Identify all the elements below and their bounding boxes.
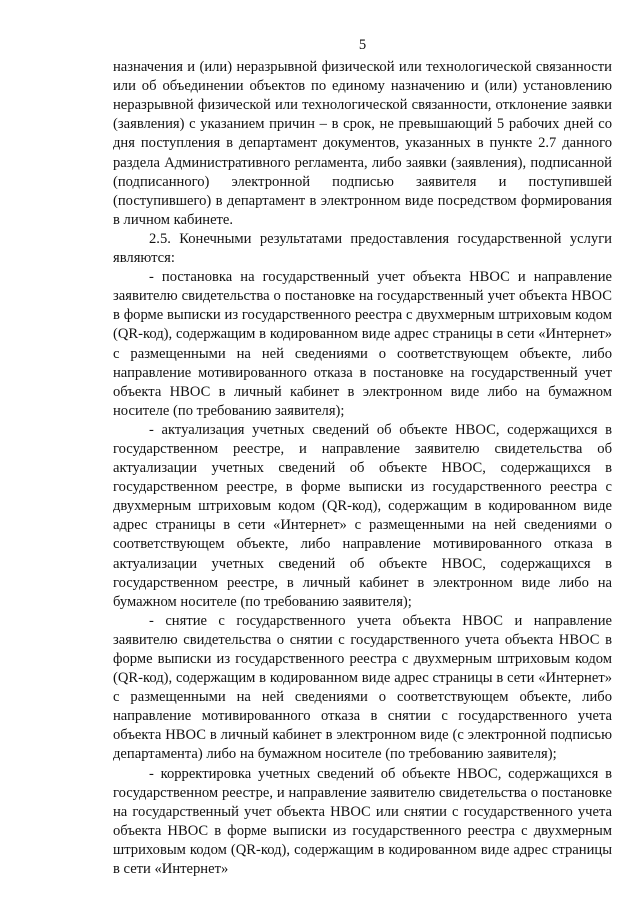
list-item-correction: - корректировка учетных сведений об объекте НВОС, содержащихся в государственном реестре, и направление заявителю свидетельства о постановке на государственный учет объекта НВОС или снятии с государственного учета объекта НВОС в форме выписки из государственного реестра с двухмерным штриховым кодом (QR-код), содержащим в кодированном виде адрес страницы в сети «Интернет» xyxy=(113,765,612,878)
paragraph-continuation: назначения и (или) неразрывной физической или технологической связанности или об объединении объектов по единому назначению и (или) установлению неразрывной физической или технологической связанности, отклонение заявки (заявления) с указанием причин – в срок, не превышающий 5 рабочих дней со дня поступления в департамент документов, указанных в пункте 2.7 данного раздела Административного регламента, либо заявки (заявления), подписанной (подписанного) электронной подписью заявителя и поступившей (поступившего) в департамент в электронном виде посредством формирования в личном кабинете. xyxy=(113,59,612,228)
list-item-actualization: - актуализация учетных сведений об объекте НВОС, содержащихся в государственном реестре, и направление заявителю свидетельства об актуализации учетных сведений об объекте НВОС, содержащихся в государственном реестре, в форме выписки из государственного реестра с двухмерным штриховым кодом (QR-код), содержащим в кодированном виде адрес страницы в сети «Интернет» с размещенными на ней сведениями о соответствующем объекте, либо направление мотивированного отказа в актуализации учетных сведений об объекте НВОС, содержащихся в государственном реестре, в личный кабинет в электронном виде либо на бумажном носителе (по требованию заявителя); xyxy=(113,421,612,610)
page-number: 5 xyxy=(358,37,367,53)
list-item-deregistration: - снятие с государственного учета объекта НВОС и направление заявителю свидетельства о снятии с государственного учета объекта НВОС в форме выписки из государственного реестра с двухмерным штриховым кодом (QR-код), содержащим в кодированном виде адрес страницы в сети «Интернет» с размещенными на ней сведениями о соответствующем объекте, либо направление мотивированного отказа в снятии с государственного учета объекта НВОС в личный кабинет в электронном виде (с электронной подписью департамента) либо на бумажном носителе (по требованию заявителя); xyxy=(113,612,612,763)
paragraph-section-2-5: 2.5. Конечными результатами предоставления государственной услуги являются: xyxy=(113,230,612,267)
list-item-registration: - постановка на государственный учет объекта НВОС и направление заявителю свидетельства о постановке на государственный учет объекта НВОС в форме выписки из государственного реестра с двухмерным штриховым кодом (QR-код), содержащим в кодированном виде адрес страницы в сети «Интернет» с размещенными на ней сведениями о соответствующем объекте, либо направление мотивированного отказа в постановке на государственный учет объекта НВОС в личный кабинет в электронном виде либо на бумажном носителе (по требованию заявителя); xyxy=(113,269,612,419)
